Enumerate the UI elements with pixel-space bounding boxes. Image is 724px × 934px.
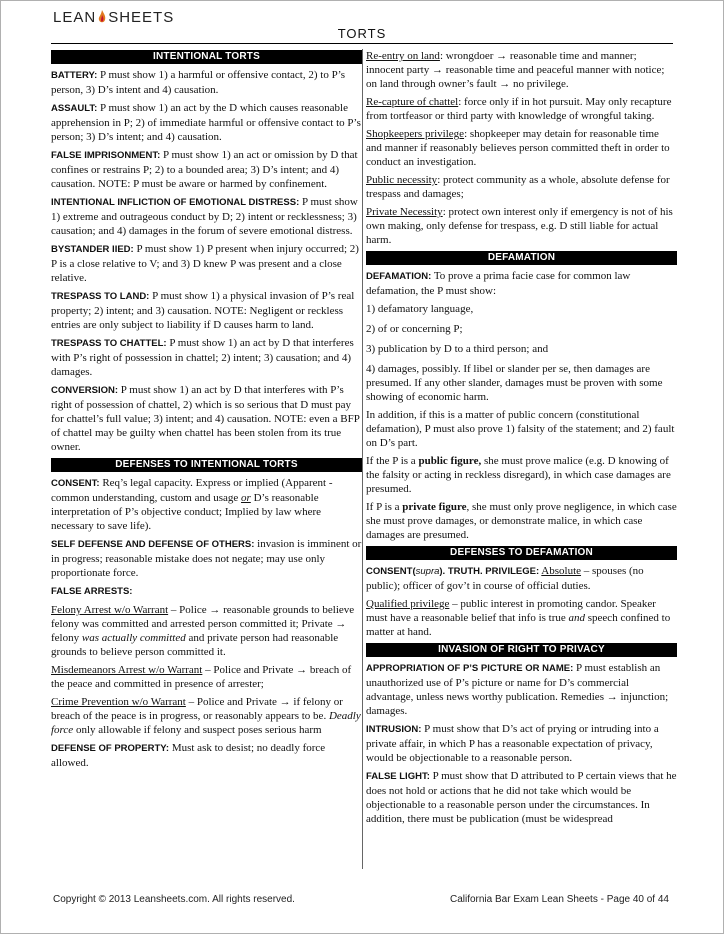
- felony-arrest-rule: Felony Arrest w/o Warrant – Police → reasonable grounds to believe felony was committed and arrested person committed it; Private → felony was actually committed and private person had reasonable grounds to believe person committed it.: [51, 604, 355, 658]
- battery-rule: BATTERY: P must show 1) a harmful or offensive contact, 2) to P’s person, 3) D’s intent and 4) causation.: [51, 69, 346, 96]
- intrusion-rule: INTRUSION: P must show that D’s act of prying or intruding into a private affair, in which P has a reasonable expectation of privacy, would be objectionable to a reasonable person.: [366, 723, 659, 764]
- conversion-rule: CONVERSION: P must show 1) an act by D that interferes with P’s right of possession of chattel, 2) which is so serious that D must pay for chattel’s full value; 3) intent; and 4) causation. NOTE: even a BFP of chattel may be guilty when chattel has been stolen from its true owner.: [51, 384, 360, 453]
- left-column: [51, 49, 362, 774]
- crime-prevention-rule: Crime Prevention w/o Warrant – Police and Private → if felony or breach of the peace is in progress, or reasonably appears to be. Deadly force only allowable if felony and suspect poses serious harm: [51, 696, 361, 736]
- section-header-defenses-defamation: DEFENSES TO DEFAMATION: [366, 546, 677, 560]
- constitutional-defamation-note: In addition, if this is a matter of public concern (constitutional defamation), P must also prove 1) falsity of the statement; and 2) fault on D’s part.: [366, 409, 675, 449]
- defamation-element-3: 3) publication by D to a third person; and: [366, 343, 549, 355]
- trespass-to-chattel-rule: TRESPASS TO CHATTEL: P must show 1) an act by D that interferes with P’s right of possession in chattel; 2) intent; 3) causation; and 4) damages.: [51, 337, 354, 378]
- reentry-rule: Re-entry on land: wrongdoer → reasonable time and manner; innocent party → reasonable time and peaceful manner with notice; on land through owner’s fault → no privilege.: [366, 50, 665, 90]
- private-figure-rule: If P is a private figure, she must only prove negligence, in which case she must prove damages, or demonstrate malice, in which case damages are presumed.: [366, 501, 677, 541]
- flame-icon: [97, 10, 107, 24]
- qualified-privilege-rule: Qualified privilege – public interest in promoting candor. Speaker must have a reasonable belief that info is true and speech confined to matter at hand.: [366, 598, 671, 638]
- false-imprisonment-rule: FALSE IMPRISONMENT: P must show 1) an act or omission by D that confines or restrains P; 2) to a bounded area; 3) D’s intent; and 4) causation. NOTE: P must be aware or harmed by confinement.: [51, 149, 358, 190]
- defamation-rule: DEFAMATION: To prove a prima facie case for common law defamation, the P must show:: [366, 270, 631, 297]
- section-header-intentional-torts: INTENTIONAL TORTS: [51, 50, 362, 64]
- trespass-to-land-rule: TRESPASS TO LAND: P must show 1) a physical invasion of P’s real property; 2) intent; and 3) causation. NOTE: Negligent or reckless entries are only subject to liability if D causes harm to land.: [51, 290, 355, 331]
- iied-rule: INTENTIONAL INFLICTION OF EMOTIONAL DISTRESS: P must show 1) extreme and outrageous conduct by D; 2) intent or recklessness; 3) causation; and 4) damages in the forum of severe emotional distress.: [51, 196, 358, 237]
- absolute-privilege-rule: CONSENT(supra). TRUTH. PRIVILEGE: Absolute – spouses (no public); officer of gov’t in course of official duties.: [366, 565, 644, 592]
- footer-copyright: Copyright © 2013 Leansheets.com. All rights reserved.: [53, 894, 295, 905]
- recapture-rule: Re-capture of chattel: force only if in hot pursuit. May only recapture from tortfeasor or third party with knowledge of wrongful taking.: [366, 96, 672, 122]
- consent-rule: CONSENT: Req’s legal capacity. Express or implied (Apparent - common understanding, custom and usage or D’s reasonable interpretation of P’s objective conduct; Implied by law where necessary to save life).: [51, 477, 333, 532]
- section-header-privacy: INVASION OF RIGHT TO PRIVACY: [366, 643, 677, 657]
- bystander-iied-rule: BYSTANDER IIED: P must show 1) P present when injury occurred; 2) P is a close relative to V; and 3) D knew P was present and a close relative.: [51, 243, 359, 284]
- leansheets-logo: LEAN SHEETS: [53, 9, 175, 26]
- assault-rule: ASSAULT: P must show 1) an act by the D which causes reasonable apprehension in P; 2) of immediate harmful or offensive contact to P’s person; 3) D’s intent; and 4) causation.: [51, 102, 361, 143]
- section-header-defamation: DEFAMATION: [366, 251, 677, 265]
- misdemeanor-arrest-rule: Misdemeanors Arrest w/o Warrant – Police and Private → breach of the peace and committed in presence of arrester;: [51, 664, 352, 690]
- public-figure-rule: If the P is a public figure, she must prove malice (e.g. D knowing of the falsity or acting in reckless disregard), in which case damages are presumed.: [366, 455, 671, 495]
- header-rule: [51, 43, 673, 44]
- footer-page-info: California Bar Exam Lean Sheets - Page 40 of 44: [449, 894, 669, 905]
- shopkeepers-rule: Shopkeepers privilege: shopkeeper may detain for reasonable time and manner if reasonably believes person committed theft in order to conduct an investigation.: [366, 128, 670, 168]
- defense-of-property-rule: DEFENSE OF PROPERTY: Must ask to desist; no deadly force allowed.: [51, 742, 326, 769]
- column-divider: [362, 49, 363, 869]
- defamation-element-2: 2) of or concerning P;: [366, 323, 463, 335]
- appropriation-rule: APPROPRIATION OF P’S PICTURE OR NAME: P must establish an unauthorized use of P’s picture or name for D’s commercial advantage, unless news worthy publication. Remedies → injunction; damages.: [366, 662, 669, 717]
- section-header-defenses-intentional: DEFENSES TO INTENTIONAL TORTS: [51, 458, 362, 472]
- self-defense-rule: SELF DEFENSE AND DEFENSE OF OTHERS: invasion is imminent or in progress; reasonable mistake does not negate; may use only proportionate force.: [51, 538, 362, 579]
- defamation-element-4: 4) damages, possibly. If libel or slander per se, then damages are presumed. If any other slander, damages must be proven with some showing of economic harm.: [366, 363, 663, 403]
- defamation-element-1: 1) defamatory language,: [366, 303, 474, 315]
- false-light-rule: FALSE LIGHT: P must show that D attributed to P certain views that he does not hold or actions that he did not take which would be objectionable to a reasonable person under the circumstances. In addition, there must be publication (must be widespread: [366, 770, 677, 825]
- private-necessity-rule: Private Necessity: protect own interest only if emergency is not of his own making, only defense for trespass, e.g. D still liable for actual harm.: [366, 206, 673, 246]
- public-necessity-rule: Public necessity: protect community as a whole, absolute defense for trespass and damages;: [366, 174, 670, 200]
- page-topic: TORTS: [337, 26, 387, 41]
- right-column: [366, 49, 677, 830]
- false-arrests-heading: FALSE ARRESTS:: [51, 586, 133, 597]
